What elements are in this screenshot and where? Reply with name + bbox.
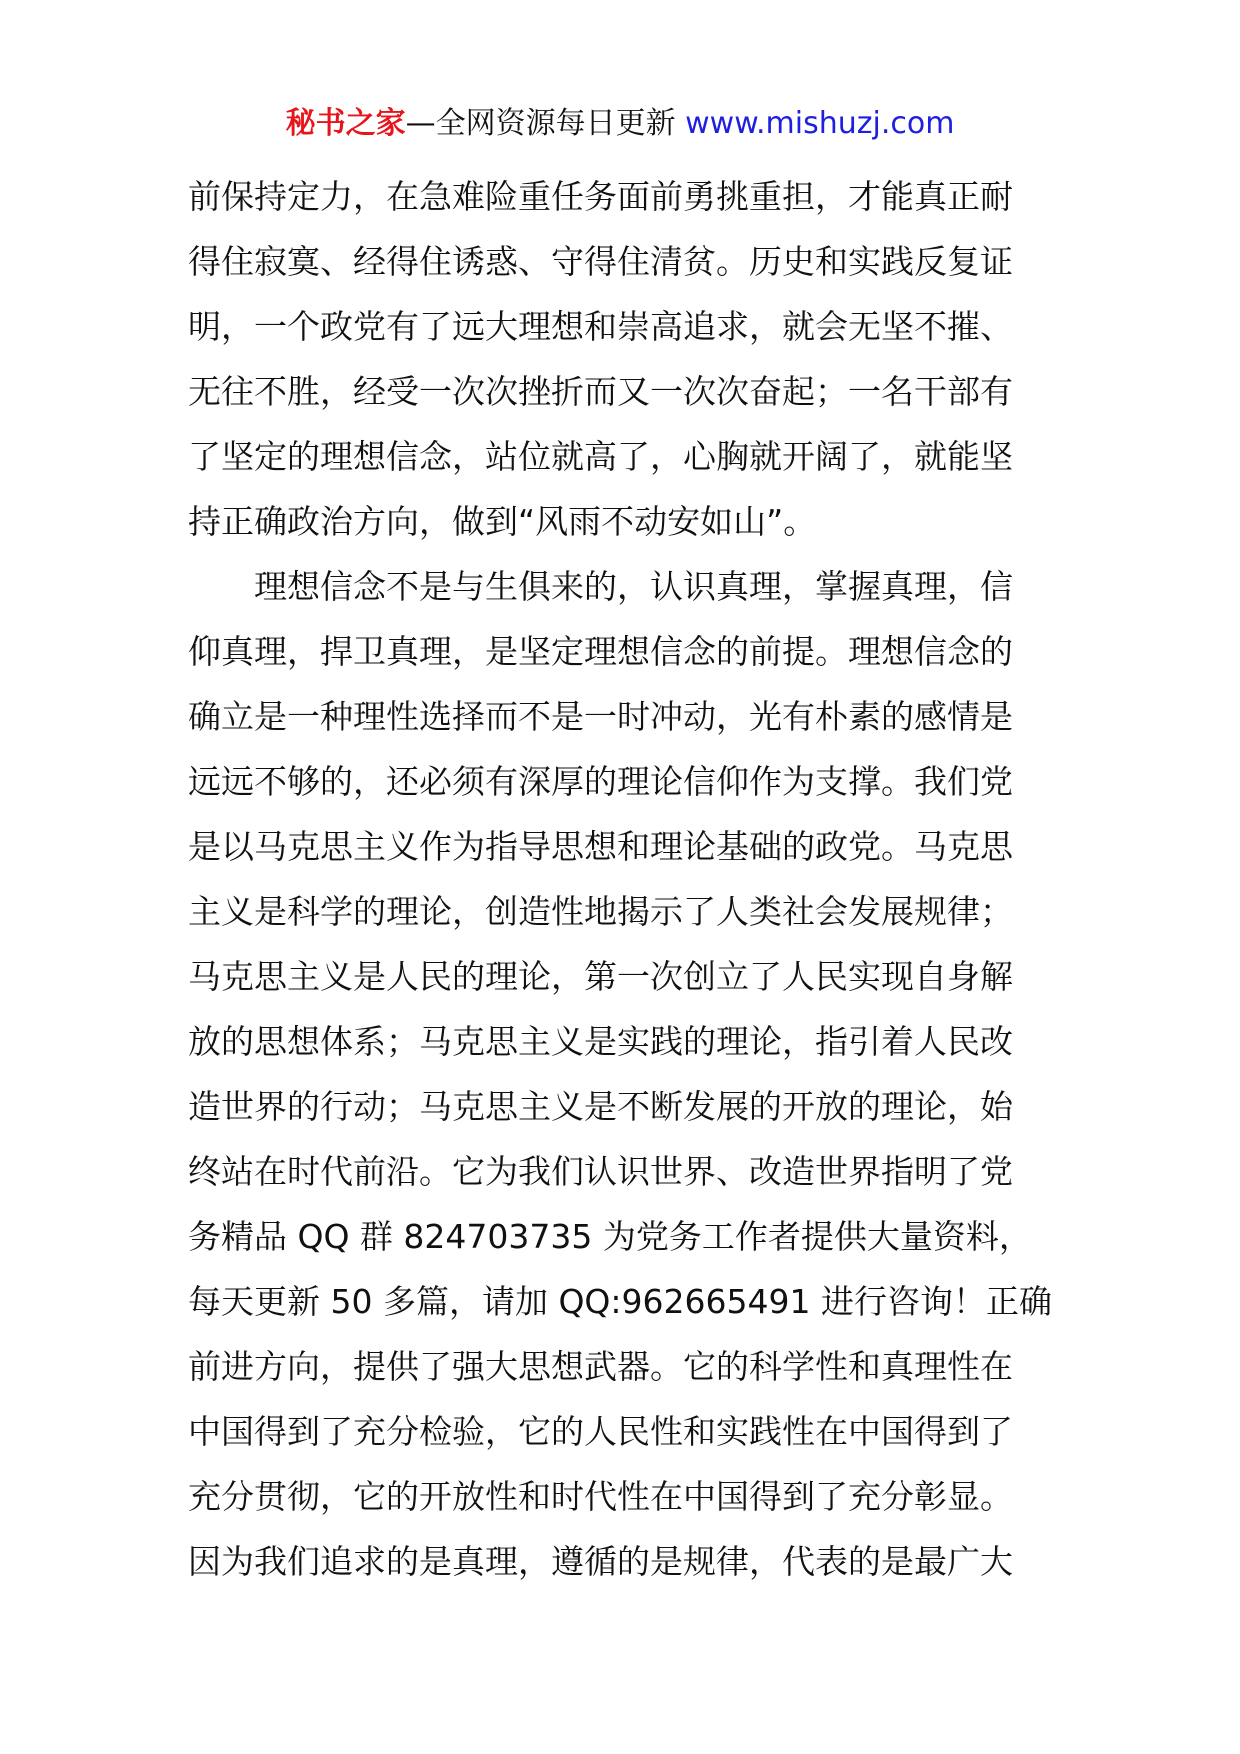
text-line: 马克思主义是人民的理论，第一次创立了人民实现自身解 bbox=[188, 957, 1013, 996]
body-text bbox=[188, 164, 1058, 1594]
text-line: 充分贯彻，它的开放性和时代性在中国得到了充分彰显。 bbox=[188, 1477, 1013, 1516]
text-line: 仰真理，捍卫真理，是坚定理想信念的前提。理想信念的 bbox=[188, 632, 1013, 671]
text-line: 因为我们追求的是真理，遵循的是规律，代表的是最广大 bbox=[188, 1542, 1013, 1581]
text-line: 确立是一种理性选择而不是一时冲动，光有朴素的感情是 bbox=[188, 697, 1013, 736]
text-line: 造世界的行动；马克思主义是不断发展的开放的理论，始 bbox=[188, 1087, 1013, 1126]
text-line: 前进方向，提供了强大思想武器。它的科学性和真理性在 bbox=[188, 1347, 1013, 1386]
text-line: 终站在时代前沿。它为我们认识世界、改造世界指明了党 bbox=[188, 1152, 1013, 1191]
text-line: 远远不够的，还必须有深厚的理论信仰作为支撑。我们党 bbox=[188, 762, 1013, 801]
text-line: 主义是科学的理论，创造性地揭示了人类社会发展规律； bbox=[188, 892, 1013, 931]
text-line: 理想信念不是与生俱来的，认识真理，掌握真理，信 bbox=[188, 567, 1013, 606]
brand-name: 秘书之家 bbox=[285, 106, 406, 141]
page-header bbox=[0, 100, 1240, 148]
text-line: 明，一个政党有了远大理想和崇高追求，就会无坚不摧、 bbox=[188, 307, 1013, 346]
text-line: 每天更新 50 多篇，请加 QQ:962665491 进行咨询！正确 bbox=[188, 1282, 1052, 1321]
text-line: 持正确政治方向，做到“风雨不动安如山”。 bbox=[188, 502, 817, 541]
text-line: 务精品 QQ 群 824703735 为党务工作者提供大量资料， bbox=[188, 1217, 1032, 1256]
text-line: 中国得到了充分检验，它的人民性和实践性在中国得到了 bbox=[188, 1412, 1013, 1451]
header-slogan: —全网资源每日更新 bbox=[405, 106, 676, 141]
text-line: 前保持定力，在急难险重任务面前勇挑重担，才能真正耐 bbox=[188, 177, 1013, 216]
text-line: 了坚定的理想信念，站位就高了，心胸就开阔了，就能坚 bbox=[188, 437, 1013, 476]
text-line: 得住寂寞、经得住诱惑、守得住清贫。历史和实践反复证 bbox=[188, 242, 1013, 281]
text-line: 是以马克思主义作为指导思想和理论基础的政党。马克思 bbox=[188, 827, 1013, 866]
text-line: 无往不胜，经受一次次挫折而又一次次奋起；一名干部有 bbox=[188, 372, 1013, 411]
text-line: 放的思想体系；马克思主义是实践的理论，指引着人民改 bbox=[188, 1022, 1013, 1061]
header-url[interactable]: www.mishuzj.com bbox=[685, 106, 955, 141]
